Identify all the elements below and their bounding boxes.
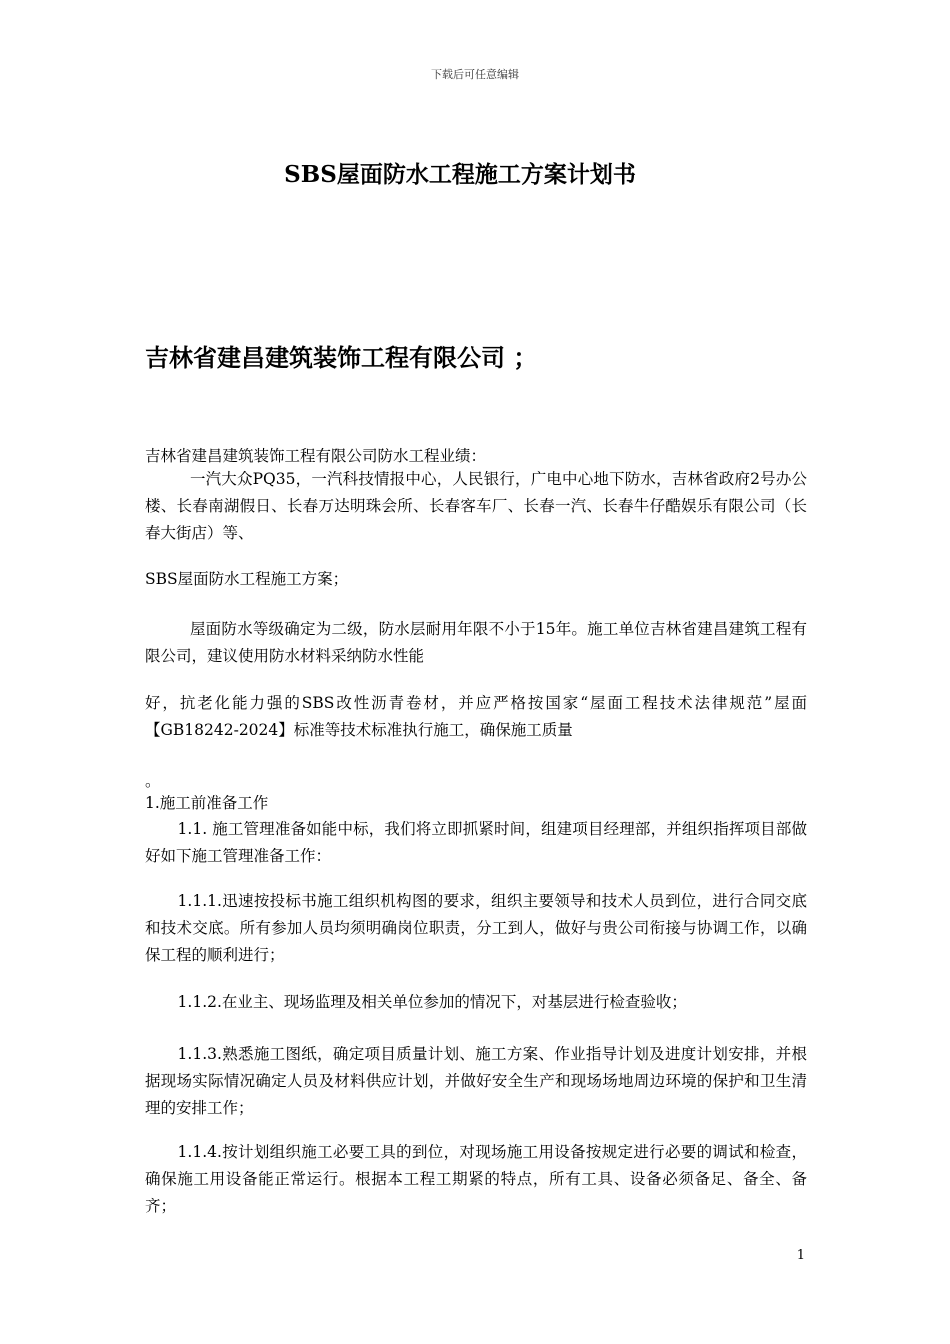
section-heading: 1.施工前准备工作 — [145, 794, 269, 812]
standalone-period: 。 — [145, 772, 161, 790]
company-heading: 吉林省建昌建筑装饰工程有限公司 ； — [145, 344, 538, 372]
document-title: SBS屋面防水工程施工方案计划书 — [284, 161, 636, 188]
performance-label: 吉林省建昌建筑装饰工程有限公司防水工程业绩： — [145, 447, 487, 465]
header-note: 下载后可任意编辑 — [431, 68, 519, 81]
section-1-1-paragraph: 1.1. 施工管理准备如能中标，我们将立即抓紧时间，组建项目经理部，并组织指挥项目部做好如下施工管理准备工作： — [145, 820, 807, 865]
plan-paragraph-1: 屋面防水等级确定为二级，防水层耐用年限不小于15年。施工单位吉林省建昌建筑工程有限公司，建议使用防水材料采纳防水性能 — [145, 620, 807, 665]
item-1-1-4-paragraph: 1.1.4.按计划组织施工必要工具的到位，对现场施工用设备按规定进行必要的调试和检查，确保施工用设备能正常运行。根据本工程工期紧的特点，所有工具、设备必须备足、备全、备齐； — [145, 1143, 807, 1215]
item-1-1-3-paragraph: 1.1.3.熟悉施工图纸，确定项目质量计划、施工方案、作业指导计划及进度计划安排，并根据现场实际情况确定人员及材料供应计划，并做好安全生产和现场场地周边环境的保护和卫生清理的安排工作； — [145, 1045, 807, 1117]
item-1-1-1-paragraph: 1.1.1.迅速按投标书施工组织机构图的要求，组织主要领导和技术人员到位，进行合同交底和技术交底。所有参加人员均须明确岗位职责，分工到人，做好与贵公司衔接与协调工作，以确保工程的顺利进行； — [145, 892, 807, 964]
plan-label: SBS屋面防水工程施工方案； — [145, 570, 349, 588]
page-number: 1 — [796, 1248, 805, 1263]
item-1-1-2-paragraph: 1.1.2.在业主、现场监理及相关单位参加的情况下，对基层进行检查验收； — [177, 993, 687, 1011]
performance-paragraph: 一汽大众PQ35，一汽科技情报中心，人民银行，广电中心地下防水，吉林省政府2号办公楼、长春南湖假日、长春万达明珠会所、长春客车厂、长春一汽、长春牛仔酷娱乐有限公司（长春大街店）等、 — [145, 470, 807, 542]
plan-paragraph-2: 好，抗老化能力强的SBS改性沥青卷材，并应严格按国家“屋面工程技术法律规范”屋面【GB18242-2024】标准等技术标准执行施工，确保施工质量 — [145, 694, 807, 739]
